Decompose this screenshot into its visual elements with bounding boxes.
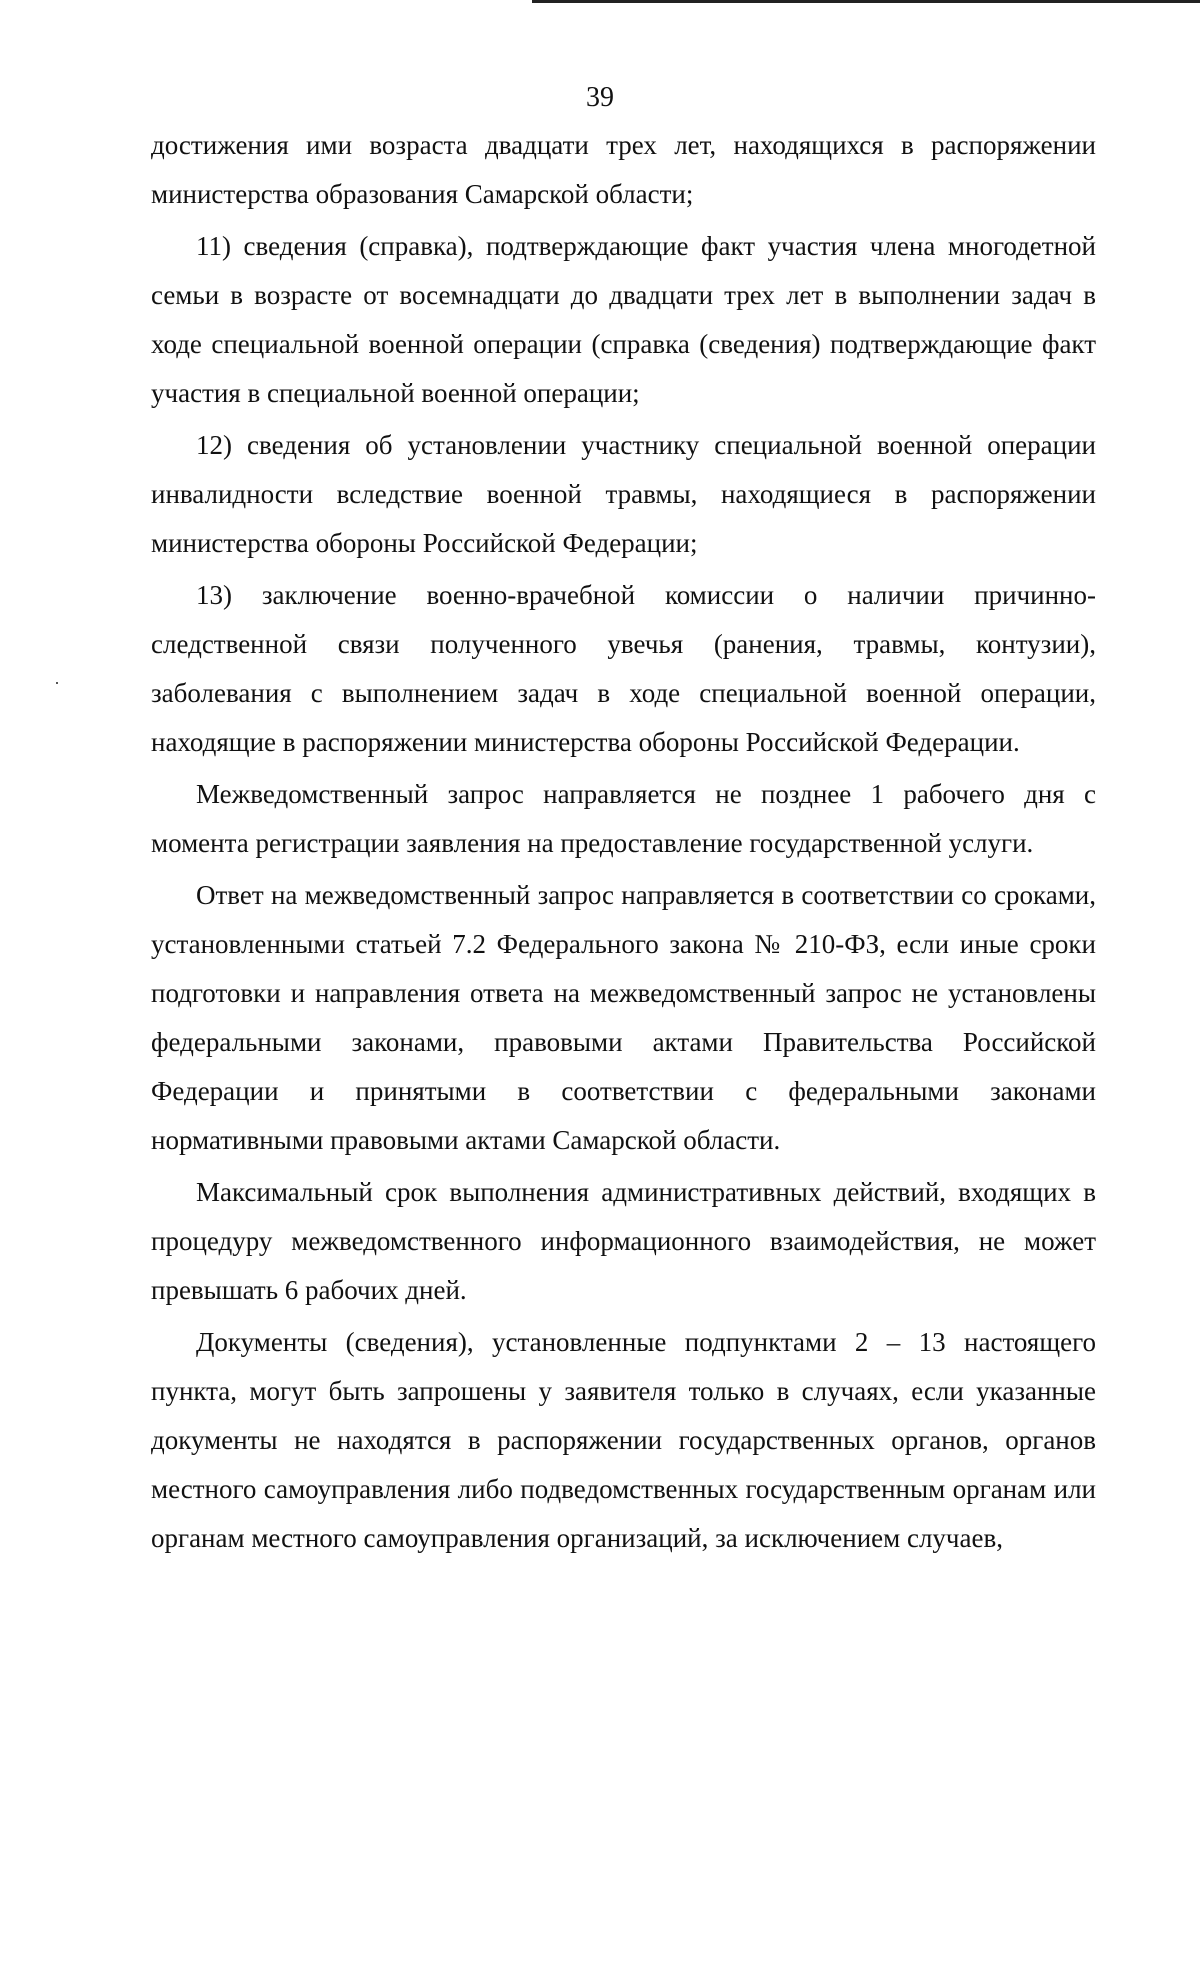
paragraph-continuation: достижения ими возраста двадцати трех лет, находящихся в распоряжении министерства образования Самарской области; [151, 130, 1096, 209]
page-number: 39 [586, 82, 614, 113]
paragraph-documents: Документы (сведения), установленные подпунктами 2 – 13 настоящего пункта, могут быть запрошены у заявителя только в случаях, если указанные документы не находятся в распоряжении государственных органов, органов местного самоуправления либо подведомственных государственным органам или органам местного самоуправления организаций, за исключением случаев, [151, 1327, 1096, 1553]
list-item-11: 11) сведения (справка), подтверждающие факт участия члена многодетной семьи в возрасте от восемнадцати до двадцати трех лет в выполнении задач в ходе специальной военной операции (справка (сведения) подтверждающие факт участия в специальной военной операции; [151, 231, 1096, 408]
list-item-12: 12) сведения об установлении участнику специальной военной операции инвалидности вследствие военной травмы, находящиеся в распоряжении министерства обороны Российской Федерации; [151, 430, 1096, 558]
list-item-13: 13) заключение военно-врачебной комиссии о наличии причинно-следственной связи полученного увечья (ранения, травмы, контузии), заболевания с выполнением задач в ходе специальной военной операции, находящие в распоряжении министерства обороны Российской Федерации. [151, 580, 1096, 757]
scan-speck [56, 682, 58, 684]
document-body [151, 121, 1096, 1563]
paragraph-response-terms: Ответ на межведомственный запрос направляется в соответствии со сроками, установленными статьей 7.2 Федерального закона № 210-ФЗ, если иные сроки подготовки и направления ответа на межведомственный запрос не установлены федеральными законами, правовыми актами Правительства Российской Федерации и принятыми в соответствии с федеральными законами нормативными правовыми актами Самарской области. [151, 880, 1096, 1155]
paragraph-max-term: Максимальный срок выполнения административных действий, входящих в процедуру межведомственного информационного взаимодействия, не может превышать 6 рабочих дней. [151, 1177, 1096, 1305]
paragraph-request-deadline: Межведомственный запрос направляется не позднее 1 рабочего дня с момента регистрации заявления на предоставление государственной услуги. [151, 779, 1096, 858]
top-scan-border [532, 0, 1200, 3]
